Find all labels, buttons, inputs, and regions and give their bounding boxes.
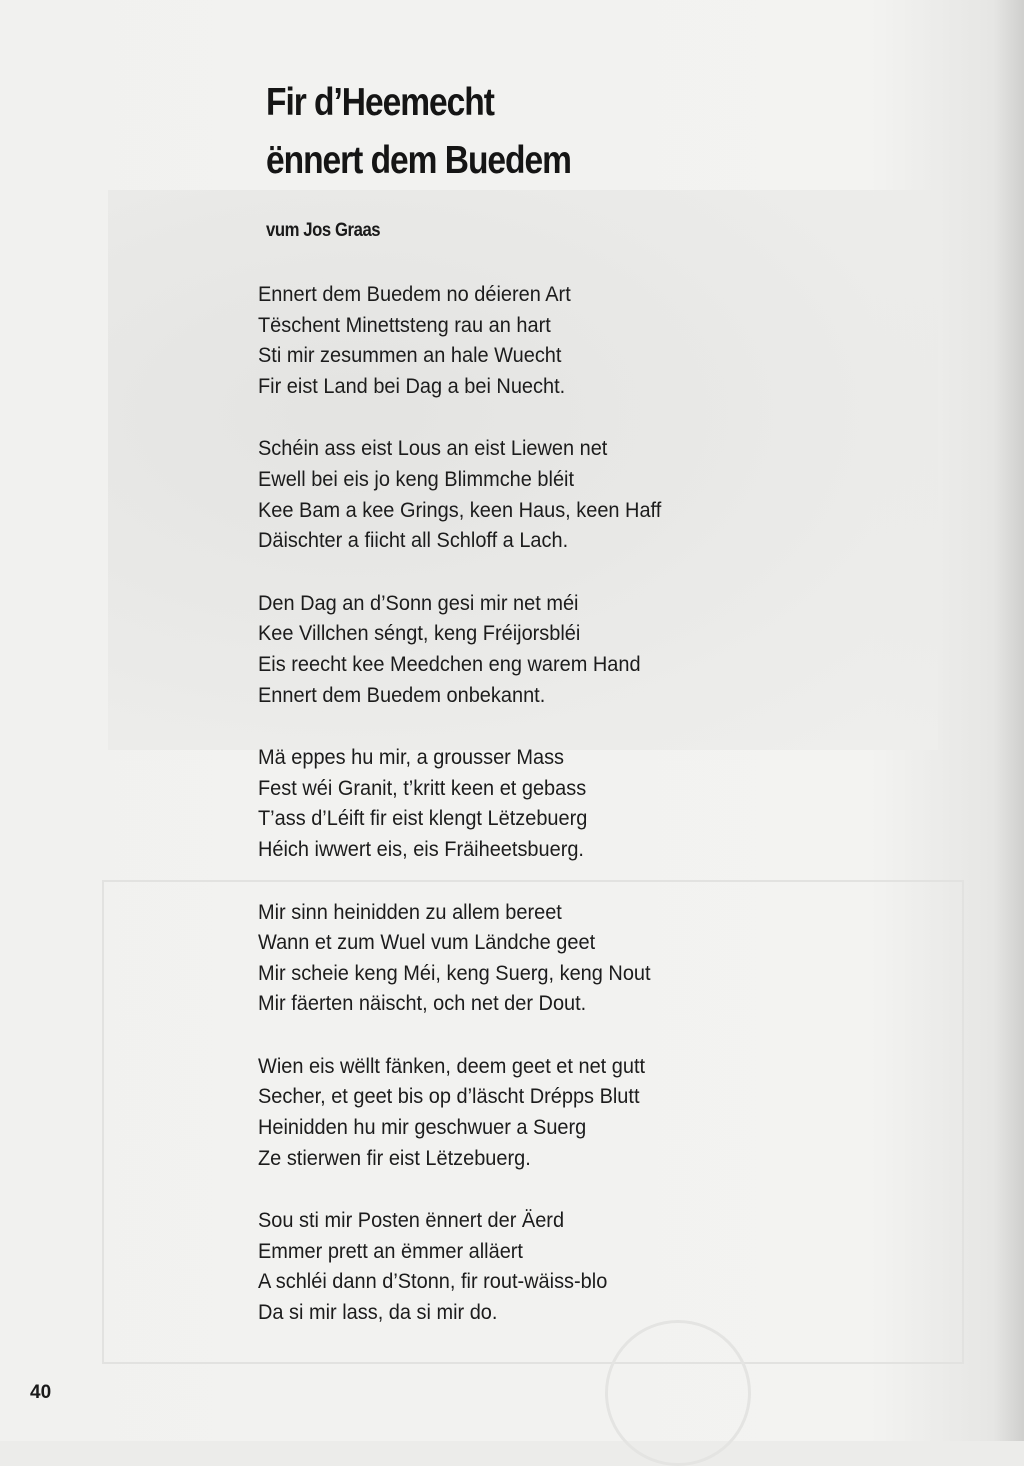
stanza [258, 280, 818, 402]
page-number: 40 [30, 1382, 52, 1403]
poem-title-line-1: Fir d’Heemecht [266, 81, 494, 124]
verse-line: Fir eist Land bei Dag a bei Nuecht. [258, 374, 566, 398]
verse-line: Kee Villchen séngt, keng Fréijorsbléi [258, 622, 581, 646]
verse-line: Fest wéi Granit, t’kritt keen et gebass [258, 776, 587, 800]
verse-line: Ze stierwen fir eist Lëtzebuerg. [258, 1146, 531, 1170]
verse-line: Héich iwwert eis, eis Fräiheetsbuerg. [258, 837, 584, 861]
verse-line: Emmer prett an ëmmer alläert [258, 1239, 523, 1263]
verse-line: Secher, et geet bis op d’läscht Drépps Blutt [258, 1085, 640, 1109]
verse-line: Kee Bam a kee Grings, keen Haus, keen Haff [258, 498, 662, 522]
verse-line: Ewell bei eis jo keng Blimmche bléit [258, 467, 575, 491]
verse-line: Da si mir lass, da si mir do. [258, 1301, 498, 1325]
stanza [258, 743, 818, 865]
poem-title [266, 74, 571, 190]
verse-line: Schéin ass eist Lous an eist Liewen net [258, 437, 608, 461]
verse-line: Tëschent Minettsteng rau an hart [258, 313, 551, 337]
poem-author: vum Jos Graas [266, 220, 381, 241]
stanza [258, 434, 818, 556]
verse-line: Den Dag an d’Sonn gesi mir net méi [258, 591, 579, 615]
verse-line: Mir sinn heinidden zu allem bereet [258, 900, 562, 924]
verse-line: Sti mir zesummen an hale Wuecht [258, 344, 562, 368]
verse-line: Däischter a fiicht all Schloff a Lach. [258, 529, 569, 553]
poem-body [258, 280, 818, 1361]
stanza [258, 898, 818, 1020]
verse-line: Ennert dem Buedem no déieren Art [258, 283, 571, 306]
stanza [258, 1052, 818, 1174]
verse-line: Ennert dem Buedem onbekannt. [258, 683, 546, 707]
stanza [258, 1206, 818, 1328]
verse-line: Sou sti mir Posten ënnert der Äerd [258, 1209, 565, 1233]
verse-line: Wien eis wëllt fänken, deem geet et net gutt [258, 1054, 646, 1078]
verse-line: A schléi dann d’Stonn, fir rout-wäiss-blo [258, 1270, 608, 1294]
verse-line: Mä eppes hu mir, a grousser Mass [258, 746, 565, 770]
verse-line: Mir fäerten näischt, och net der Dout. [258, 992, 587, 1016]
verse-line: Wann et zum Wuel vum Ländche geet [258, 931, 596, 955]
verse-line: Mir scheie keng Méi, keng Suerg, keng Nout [258, 961, 651, 985]
verse-line: Eis reecht kee Meedchen eng warem Hand [258, 652, 641, 676]
poem-title-line-2: ënnert dem Buedem [266, 139, 571, 182]
stanza [258, 589, 818, 711]
verse-line: T’ass d’Léift fir eist klengt Lëtzebuerg [258, 807, 588, 831]
verse-line: Heinidden hu mir geschwuer a Suerg [258, 1116, 587, 1140]
